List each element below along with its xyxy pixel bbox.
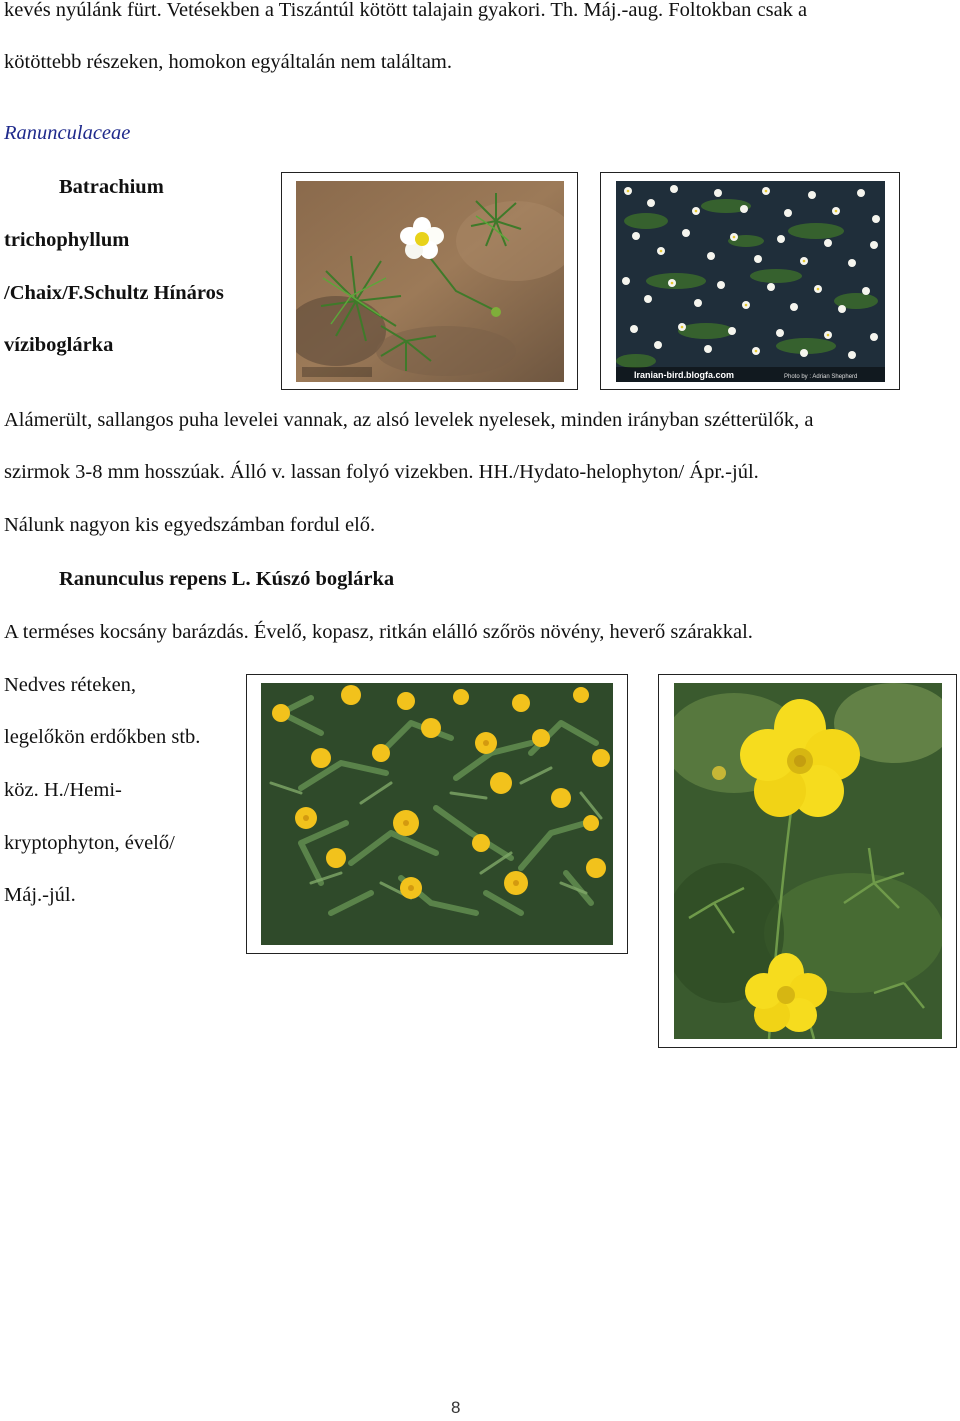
species-name-line: /Chaix/F.Schultz Hínáros: [4, 282, 224, 304]
description-line: Nedves réteken,: [4, 674, 137, 696]
description-line: köz. H./Hemi-: [4, 779, 122, 801]
text-line: kevés nyúlánk fürt. Vetésekben a Tiszántúl kötött talajain gyakori. Th. Máj.-aug. Foltokban csak a: [4, 0, 808, 21]
text-line: kötöttebb részeken, homokon egyáltalán nem találtam.: [4, 51, 453, 73]
species-name-line: trichophyllum: [4, 229, 130, 251]
creeping-buttercup-photo: [674, 683, 942, 1039]
species-name-line: Batrachium: [59, 176, 164, 198]
photo-watermark: Iranian-bird.blogfa.com: [634, 370, 735, 380]
yellow-flowers-photo: [261, 683, 613, 945]
water-crowfoot-field-photo: [616, 181, 885, 382]
water-crowfoot-photo: [296, 181, 564, 382]
description-line: A terméses kocsány barázdás. Évelő, kopasz, ritkán elálló szőrös növény, heverő szárakkal.: [4, 621, 753, 643]
species-name-line: víziboglárka: [4, 334, 114, 356]
description-line: legelőkön erdőkben stb.: [4, 726, 201, 748]
family-heading: Ranunculaceae: [4, 122, 131, 144]
description-line: szirmok 3-8 mm hosszúak. Álló v. lassan folyó vizekben. HH./Hydato-helophyton/ Ápr.-júl.: [4, 461, 759, 483]
description-line: Máj.-júl.: [4, 884, 76, 906]
photo-credit: Photo by : Adrian Shepherd: [784, 374, 858, 380]
page-number: 8: [451, 1398, 461, 1417]
species-name-line: Ranunculus repens L. Kúszó boglárka: [59, 568, 395, 590]
description-line: Alámerült, sallangos puha levelei vannak, az alsó levelek nyelesek, minden irányban szétterülők, a: [4, 409, 814, 431]
description-line: Nálunk nagyon kis egyedszámban fordul elő.: [4, 514, 376, 536]
description-line: kryptophyton, évelő/: [4, 832, 175, 854]
